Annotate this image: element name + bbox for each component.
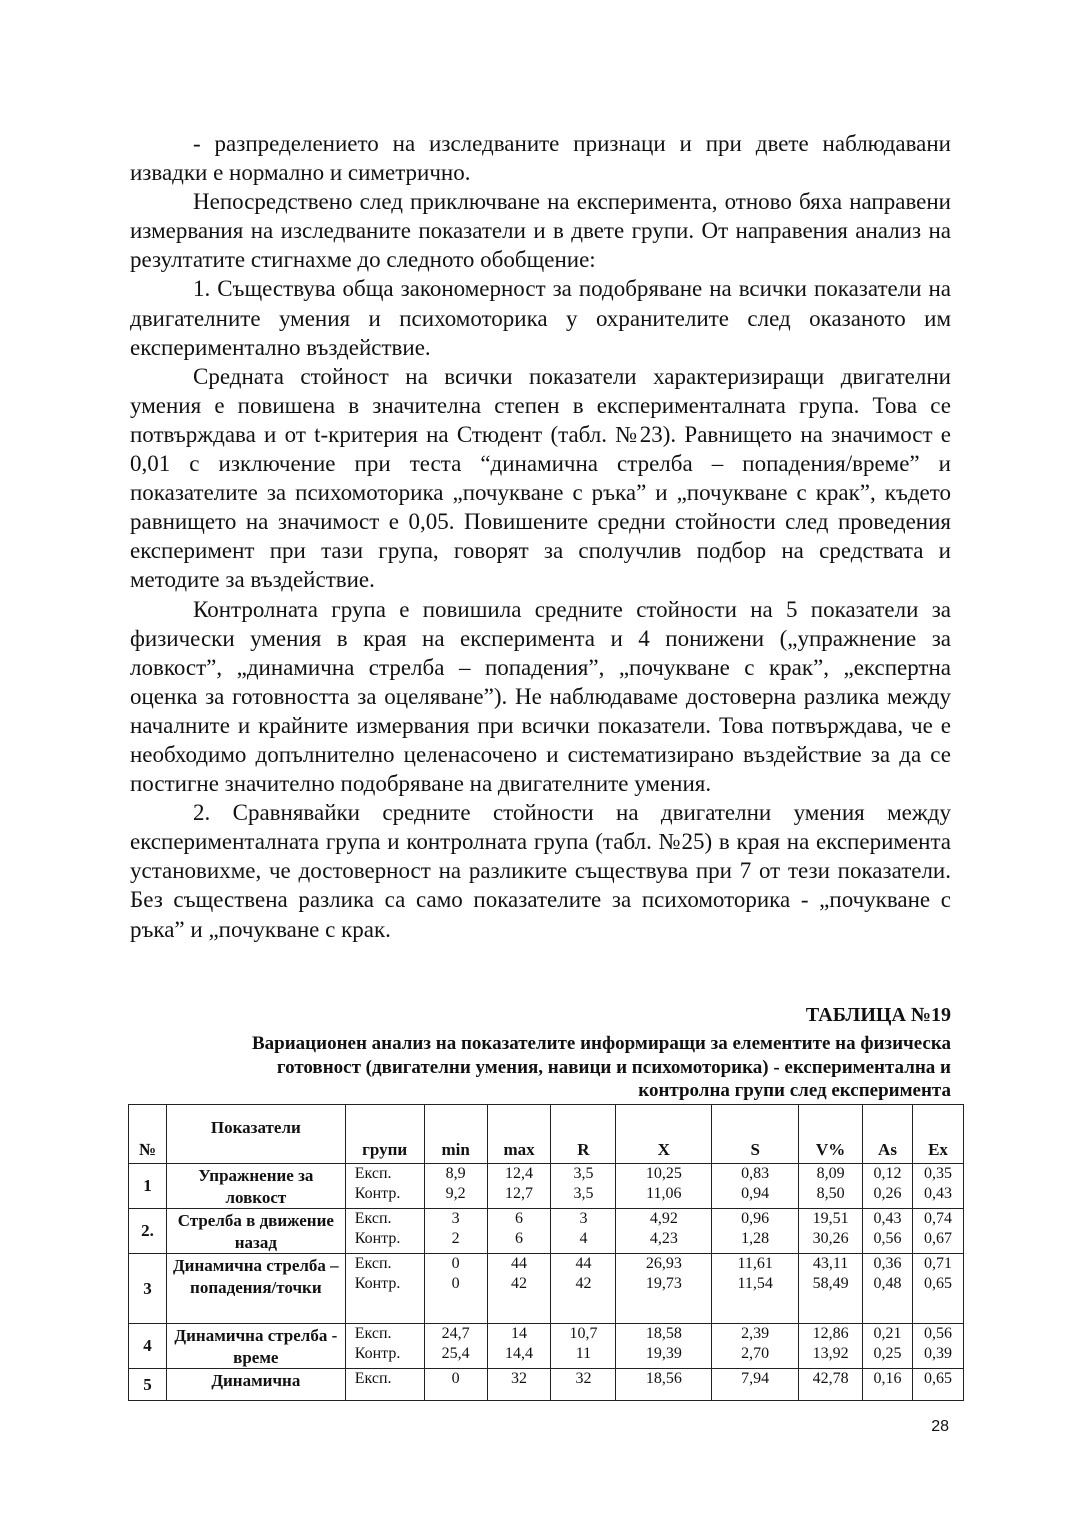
cell-value: 11 xyxy=(575,1345,592,1362)
cell-value: 0,56 xyxy=(873,1230,902,1247)
cell-value: 0,56 xyxy=(923,1325,952,1342)
cell-value: 11,06 xyxy=(646,1185,682,1202)
as-cell xyxy=(863,1254,913,1324)
cell-value: 0,65 xyxy=(923,1275,952,1292)
s-cell xyxy=(712,1369,799,1401)
min-cell xyxy=(424,1369,487,1401)
cell-value: 0,36 xyxy=(873,1255,902,1272)
cell-value: Експ. xyxy=(354,1325,392,1342)
cell-value: 25,4 xyxy=(441,1345,470,1362)
ex-cell xyxy=(912,1324,963,1369)
cell-value: 24,7 xyxy=(441,1325,470,1342)
cell-value: Експ. xyxy=(354,1165,392,1182)
paragraph: - разпределението на изследваните признаци и при двете наблюдавани извадки е нормално и симетрично. xyxy=(130,131,951,186)
cell-value: 0,74 xyxy=(923,1210,952,1227)
min-cell xyxy=(424,1164,487,1209)
as-cell xyxy=(863,1209,913,1254)
cell-value: 12,7 xyxy=(505,1185,534,1202)
s-cell xyxy=(712,1209,799,1254)
cell-value: Експ. xyxy=(354,1370,392,1387)
s-cell xyxy=(712,1254,799,1324)
cell-value: 2,39 xyxy=(741,1325,770,1342)
r-cell xyxy=(551,1209,616,1254)
ex-cell xyxy=(912,1254,963,1324)
cell-value: 0,71 xyxy=(923,1255,952,1272)
cell-value: 3,5 xyxy=(573,1185,594,1202)
table-header-row xyxy=(129,1105,964,1164)
x-cell xyxy=(616,1324,712,1369)
cell-value: 19,51 xyxy=(812,1210,849,1227)
row-number: 3 xyxy=(129,1254,167,1324)
cell-value: 0,12 xyxy=(873,1165,902,1182)
cell-value: 0,16 xyxy=(873,1370,902,1387)
header-groups: групи xyxy=(345,1105,424,1164)
cell-value: 2 xyxy=(451,1230,460,1247)
cell-value: 0,67 xyxy=(923,1230,952,1247)
cell-value: Контр. xyxy=(354,1345,401,1362)
table-row xyxy=(129,1209,964,1254)
header-v: V% xyxy=(799,1105,863,1164)
cell-value: 0,21 xyxy=(873,1325,902,1342)
cell-value: 0 xyxy=(451,1255,460,1272)
row-number: 1 xyxy=(129,1164,167,1209)
cell-value: 10,25 xyxy=(645,1165,682,1182)
cell-value: 3,5 xyxy=(573,1165,594,1182)
table-row xyxy=(129,1164,964,1209)
cell-value: 0,43 xyxy=(923,1185,952,1202)
group-cell xyxy=(345,1324,424,1369)
cell-value: Експ. xyxy=(354,1255,392,1272)
cell-value: 14 xyxy=(511,1325,528,1342)
cell-value: 18,56 xyxy=(645,1370,682,1387)
header-max: max xyxy=(487,1105,551,1164)
cell-value: Контр. xyxy=(354,1185,401,1202)
cell-value: 8,09 xyxy=(816,1165,845,1182)
data-table xyxy=(128,1104,964,1401)
r-cell xyxy=(551,1369,616,1401)
cell-value: 3 xyxy=(579,1210,588,1227)
header-r: R xyxy=(551,1105,616,1164)
cell-value: 0,35 xyxy=(923,1165,952,1182)
cell-value: 7,94 xyxy=(741,1370,770,1387)
cell-value: 44 xyxy=(575,1255,592,1272)
min-cell xyxy=(424,1324,487,1369)
cell-value: 0,96 xyxy=(741,1210,770,1227)
as-cell xyxy=(863,1369,913,1401)
paragraph: Непосредствено след приключване на експеримента, отново бяха направени измервания на изследваните показатели и в двете групи. От направения анализ на резултатите стигнахме до следното обобщение: xyxy=(130,189,951,273)
cell-value: 2,70 xyxy=(741,1345,770,1362)
table-caption: Вариационен анализ на показателите информиращи за елементите на физическа готовност (двигателни умения, навици и психомоторика) - експериментална и контролна групи след експеримента xyxy=(252,1033,951,1101)
cell-value: 9,2 xyxy=(445,1185,466,1202)
cell-value: 42 xyxy=(575,1275,592,1292)
header-indicators: Показатели xyxy=(166,1105,345,1164)
cell-value: 32 xyxy=(575,1370,592,1387)
x-cell xyxy=(616,1164,712,1209)
max-cell xyxy=(487,1254,551,1324)
v-cell xyxy=(799,1324,863,1369)
cell-value: 0,43 xyxy=(873,1210,902,1227)
cell-value: 3 xyxy=(451,1210,460,1227)
cell-value: 19,73 xyxy=(645,1275,682,1292)
x-cell xyxy=(616,1369,712,1401)
cell-value: 6 xyxy=(515,1210,524,1227)
paragraph: 2. Сравнявайки средните стойности на двигателни умения между експерименталната група и контролната група (табл. №25) в края на експеримента установихме, че достоверност на разликите съществува при 7 от тези показатели. Без съществена разлика са само показателите за психомоторика - „почукване с ръка” и „почукване с крак. xyxy=(130,800,951,942)
s-cell xyxy=(712,1324,799,1369)
cell-value: 12,86 xyxy=(812,1325,849,1342)
header-no: № xyxy=(129,1105,167,1164)
cell-value: 4 xyxy=(579,1230,588,1247)
v-cell xyxy=(799,1209,863,1254)
min-cell xyxy=(424,1209,487,1254)
cell-value: 13,92 xyxy=(812,1345,849,1362)
group-cell xyxy=(345,1164,424,1209)
table-row xyxy=(129,1324,964,1369)
min-cell xyxy=(424,1254,487,1324)
x-cell xyxy=(616,1254,712,1324)
max-cell xyxy=(487,1324,551,1369)
v-cell xyxy=(799,1369,863,1401)
cell-value: 4,23 xyxy=(649,1230,678,1247)
ex-cell xyxy=(912,1209,963,1254)
max-cell xyxy=(487,1209,551,1254)
s-cell xyxy=(712,1164,799,1209)
r-cell xyxy=(551,1164,616,1209)
cell-value: 12,4 xyxy=(505,1165,534,1182)
paragraph: Средната стойност на всички показатели характеризиращи двигателни умения е повишена в значителна степен в експерименталната група. Това се потвърждава и от t-критерия на Стюдент (табл. №23). Равнището на значимост е 0,01 с изключение при теста “динамична стрелба – попадения/време” и показателите за психомоторика „почукване с ръка” и „почукване с крак”, където равнището на значимост е 0,05. Повишените средни стойности след проведения експеримент при тази група, говорят за сполучлив подбор на средствата и методите за въздействие. xyxy=(130,363,951,593)
group-cell xyxy=(345,1369,424,1401)
page-number: 28 xyxy=(931,1418,949,1435)
cell-value: 18,58 xyxy=(645,1325,682,1342)
paragraph: Контролната група е повишила средните стойности на 5 показатели за физически умения в края на експеримента и 4 понижени („упражнение за ловкост”, „динамична стрелба – попадения”, „почукване с крак”, „експертна оценка за готовността за оцеляване”). Не наблюдаваме достоверна разлика между началните и крайните измервания при всички показатели. Това потвърждава, че е необходимо допълнително целенасочено и систематизирано въздействие за да се постигне значително подобряване на двигателните умения. xyxy=(130,596,951,797)
cell-value: 11,61 xyxy=(737,1255,773,1272)
cell-value: 8,9 xyxy=(445,1165,466,1182)
indicator-name: Динамична xyxy=(166,1369,345,1401)
as-cell xyxy=(863,1164,913,1209)
cell-value: Контр. xyxy=(354,1230,401,1247)
cell-value: 0,65 xyxy=(923,1370,952,1387)
indicator-name: Динамична стрелба - време xyxy=(166,1324,345,1369)
cell-value: 6 xyxy=(515,1230,524,1247)
indicator-name: Стрелба в движение назад xyxy=(166,1209,345,1254)
cell-value: 26,93 xyxy=(645,1255,682,1272)
indicator-name: Упражнение за ловкост xyxy=(166,1164,345,1209)
header-min: min xyxy=(424,1105,487,1164)
cell-value: 0,26 xyxy=(873,1185,902,1202)
max-cell xyxy=(487,1369,551,1401)
group-cell xyxy=(345,1209,424,1254)
group-cell xyxy=(345,1254,424,1324)
cell-value: 0,39 xyxy=(923,1345,952,1362)
cell-value: 1,28 xyxy=(741,1230,770,1247)
cell-value: 0,94 xyxy=(741,1185,770,1202)
cell-value: 30,26 xyxy=(812,1230,849,1247)
cell-value: 8,50 xyxy=(816,1185,845,1202)
x-cell xyxy=(616,1209,712,1254)
r-cell xyxy=(551,1324,616,1369)
header-x: X xyxy=(616,1105,712,1164)
cell-value: 10,7 xyxy=(569,1325,598,1342)
indicator-name: Динамична стрелба – попадения/точки xyxy=(166,1254,345,1324)
row-number: 4 xyxy=(129,1324,167,1369)
cell-value: 0 xyxy=(451,1370,460,1387)
cell-value: 58,49 xyxy=(812,1275,849,1292)
cell-value: 0 xyxy=(451,1275,460,1292)
ex-cell xyxy=(912,1369,963,1401)
table-row xyxy=(129,1369,964,1401)
cell-value: 11,54 xyxy=(737,1275,773,1292)
cell-value: 0,25 xyxy=(873,1345,902,1362)
cell-value: 19,39 xyxy=(645,1345,682,1362)
r-cell xyxy=(551,1254,616,1324)
cell-value: Контр. xyxy=(354,1275,401,1292)
cell-value: 32 xyxy=(511,1370,528,1387)
v-cell xyxy=(799,1254,863,1324)
cell-value: Експ. xyxy=(354,1210,392,1227)
cell-value: 42 xyxy=(511,1275,528,1292)
row-number: 2. xyxy=(129,1209,167,1254)
cell-value: 0,48 xyxy=(873,1275,902,1292)
ex-cell xyxy=(912,1164,963,1209)
body-text xyxy=(130,129,951,944)
row-number: 5 xyxy=(129,1369,167,1401)
cell-value: 43,11 xyxy=(812,1255,849,1272)
v-cell xyxy=(799,1164,863,1209)
header-ex: Ex xyxy=(912,1105,963,1164)
paragraph: 1. Съществува обща закономерност за подобряване на всички показатели на двигателните умения и психомоторика у охранителите след оказаното им експериментално въздействие. xyxy=(130,276,951,360)
as-cell xyxy=(863,1324,913,1369)
header-as: As xyxy=(863,1105,913,1164)
cell-value: 14,4 xyxy=(505,1345,534,1362)
header-s: S xyxy=(712,1105,799,1164)
cell-value: 0,83 xyxy=(741,1165,770,1182)
table-number: ТАБЛИЦА №19 xyxy=(805,1004,951,1026)
table-row xyxy=(129,1254,964,1324)
max-cell xyxy=(487,1164,551,1209)
cell-value: 42,78 xyxy=(812,1370,849,1387)
cell-value: 44 xyxy=(511,1255,528,1272)
cell-value: 4,92 xyxy=(649,1210,678,1227)
